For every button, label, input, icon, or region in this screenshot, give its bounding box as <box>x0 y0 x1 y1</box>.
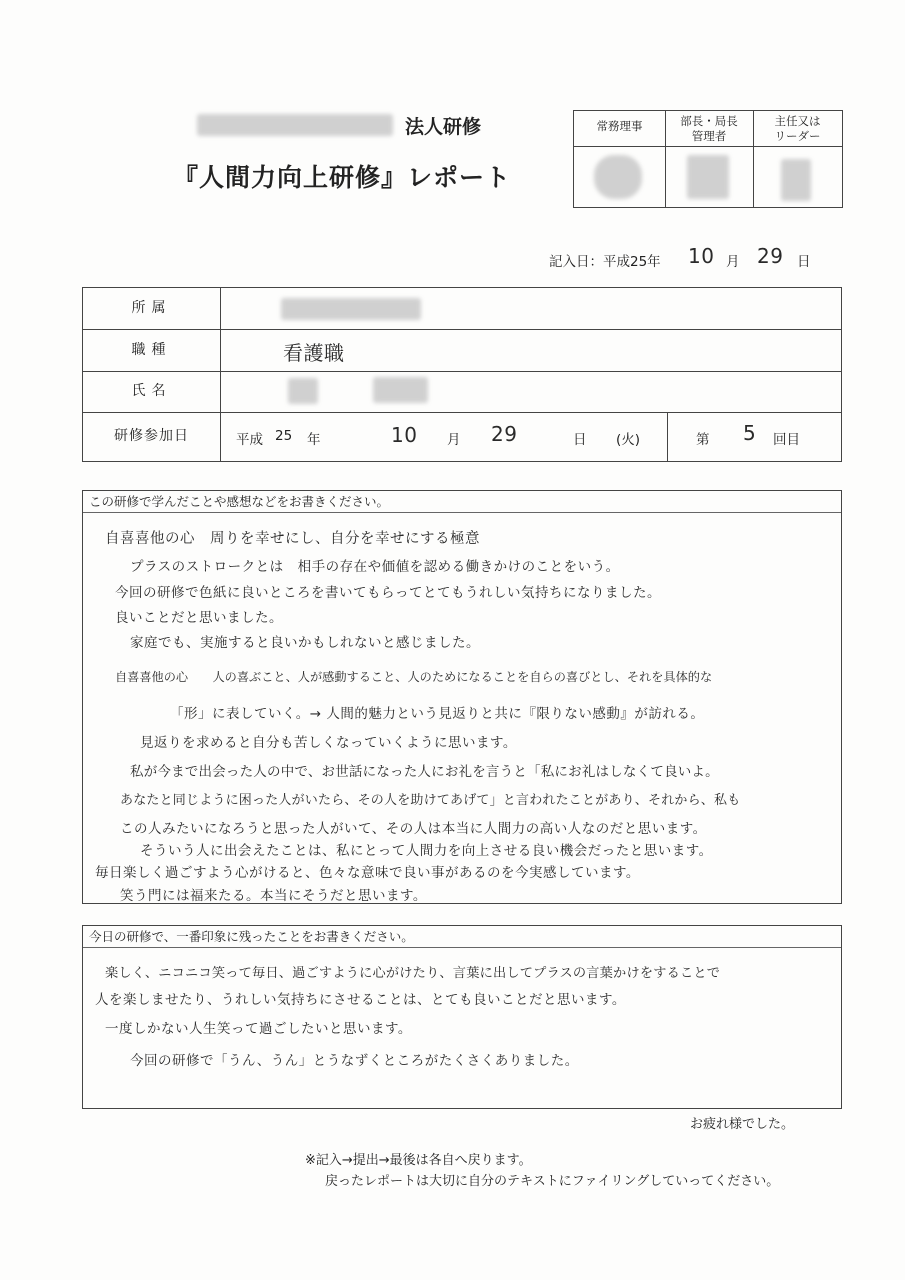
session-divider <box>667 412 668 461</box>
redacted-surname <box>288 378 318 404</box>
info-row-name <box>83 371 841 413</box>
impression-line: 楽しく、ニコニコ笑って毎日、過ごすように心がけたり、言葉に出してプラスの言葉かけをすることで <box>105 966 721 981</box>
info-table <box>82 287 842 462</box>
redacted-organization-name <box>197 114 393 136</box>
participation-weekday: (火) <box>616 432 641 448</box>
participation-label: 研修参加日 <box>83 412 221 461</box>
learned-line: 笑う門には福来たる。本当にそうだと思います。 <box>120 888 427 904</box>
entry-date-label: 記入日：平成25年 <box>549 254 661 270</box>
approval-stamp-box <box>573 110 843 208</box>
redacted-stamp <box>594 155 642 199</box>
impression-line: 一度しかない人生笑って過ごしたいと思います。 <box>105 1021 412 1037</box>
training-type: 法人研修 <box>405 116 482 138</box>
participation-month: 10 <box>391 423 418 447</box>
participation-year-unit: 年 <box>307 432 321 448</box>
learned-line: プラスのストロークとは 相手の存在や価値を認める働きかけのことをいう。 <box>130 559 620 575</box>
approval-head-manager: 部長・局長 管理者 <box>665 111 753 147</box>
learned-line: あなたと同じように困った人がいたら、その人を助けてあげて」と言われたことがあり、それから、私も <box>120 793 741 808</box>
learned-line: 毎日楽しく過ごすよう心がけると、色々な意味で良い事があるのを今実感しています。 <box>95 865 640 881</box>
participation-day: 29 <box>491 422 518 446</box>
redacted-stamp <box>781 159 811 201</box>
approval-head-leader: 主任又は リーダー <box>753 111 842 147</box>
learned-line: そういう人に出会えたことは、私にとって人間力を向上させる良い機会だったと思います。 <box>140 843 713 859</box>
info-row-affiliation <box>83 288 841 330</box>
participation-year: 25 <box>275 428 293 444</box>
approval-col-leader <box>753 111 842 207</box>
impression-line: 今回の研修で「うん、うん」とうなずくところがたくさくありました。 <box>130 1053 579 1069</box>
thanks-text: お疲れ様でした。 <box>690 1117 795 1132</box>
learned-line: 家庭でも、実施すると良いかもしれないと感じました。 <box>130 635 480 651</box>
approval-col-executive <box>574 111 666 207</box>
learned-line: 自喜喜他の心 人の喜ぶこと、人が感動すること、人のためになることを自らの喜びとし、それを具体的な <box>115 670 713 684</box>
learned-line: 自喜喜他の心 周りを幸せにし、自分を幸せにする極意 <box>105 531 480 547</box>
info-row-participation <box>83 412 841 461</box>
learned-line: 「形」に表していく。→ 人間的魅力という見返りと共に『限りない感動』が訪れる。 <box>170 706 705 722</box>
redacted-stamp <box>687 155 729 199</box>
learned-line: 良いことだと思いました。 <box>115 610 283 626</box>
participation-era: 平成 <box>236 432 263 448</box>
impression-line: 人を楽しませたり、うれしい気持ちにさせることは、とても良いことだと思います。 <box>95 992 626 1008</box>
impression-heading: 今日の研修で、一番印象に残ったことをお書きください。 <box>83 926 841 948</box>
entry-date-day-unit: 日 <box>797 254 811 270</box>
report-title: 『人間力向上研修』レポート <box>173 163 512 192</box>
entry-date-month: 10 <box>688 244 715 268</box>
affiliation-label: 所属 <box>83 288 221 329</box>
note-line-2: 戻ったレポートは大切に自分のテキストにファイリングしていってください。 <box>325 1174 780 1189</box>
approval-head-executive: 常務理事 <box>574 111 665 147</box>
name-label: 氏名 <box>83 371 221 412</box>
learned-line: この人みたいになろうと思った人がいて、その人は本当に人間力の高い人なのだと思います。 <box>120 821 707 837</box>
session-number: 5 <box>743 421 757 445</box>
learned-heading: この研修で学んだことや感想などをお書きください。 <box>83 491 841 513</box>
note-line-1: ※記入→提出→最後は各自へ戻ります。 <box>305 1153 532 1168</box>
session-prefix: 第 <box>696 432 710 448</box>
redacted-affiliation <box>281 298 421 320</box>
redacted-given-name <box>373 377 428 403</box>
participation-month-unit: 月 <box>447 432 461 448</box>
participation-day-unit: 日 <box>573 432 587 448</box>
job-value: 看護職 <box>283 341 345 365</box>
learned-line: 私が今まで出会った人の中で、お世話になった人にお礼を言うと「私にお礼はしなくて良いよ。 <box>130 764 719 780</box>
session-suffix: 回目 <box>773 432 800 448</box>
approval-col-manager <box>665 111 754 207</box>
entry-date-day: 29 <box>757 244 784 268</box>
learned-line: 今回の研修で色紙に良いところを書いてもらってとてもうれしい気持ちになりました。 <box>115 585 661 601</box>
entry-date-month-unit: 月 <box>726 254 740 270</box>
learned-line: 見返りを求めると自分も苦しくなっていくように思います。 <box>140 735 517 751</box>
job-label: 職種 <box>83 329 221 371</box>
info-row-job <box>83 329 841 372</box>
